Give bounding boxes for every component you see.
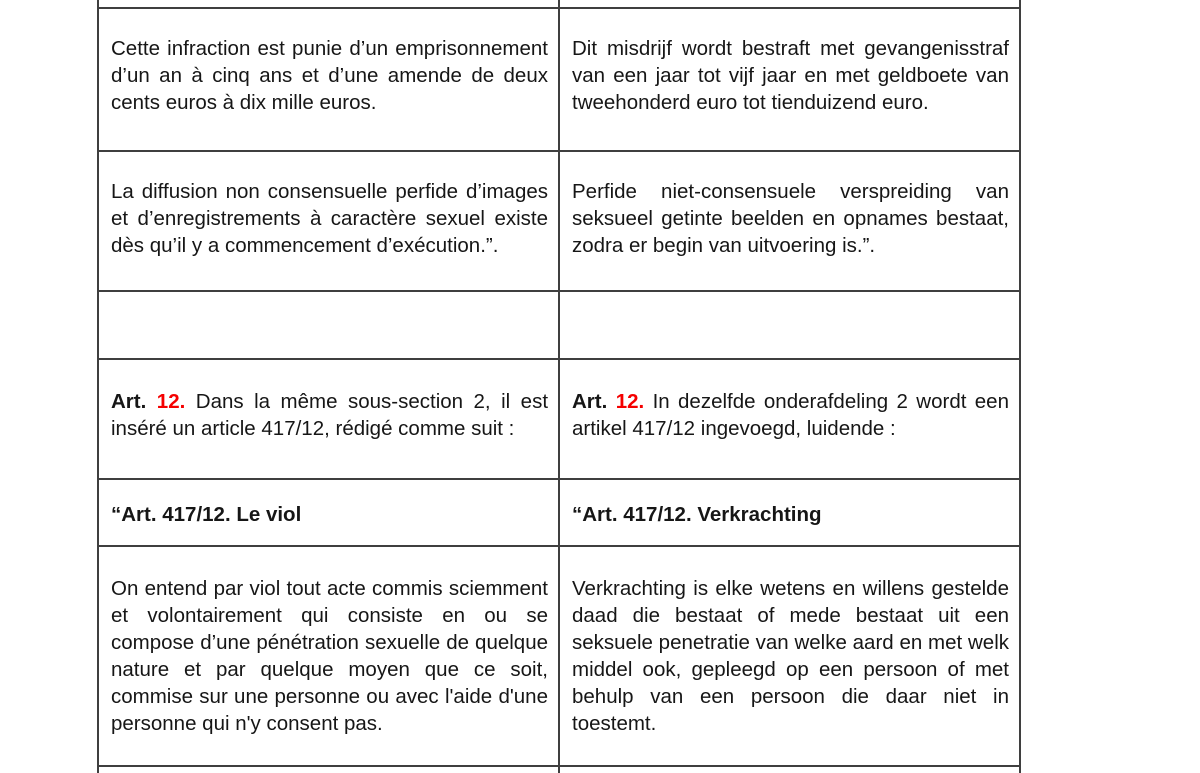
- paragraph-french: [111, 388, 548, 442]
- table-row-penalty: [99, 7, 1019, 150]
- article-text: In dezelfde onderafdeling 2 wordt een artikel 417/12 ingevoegd, luidende :: [572, 390, 1009, 440]
- bilingual-law-table: [97, 0, 1021, 773]
- article-number-red: 12.: [156, 390, 186, 413]
- table-row-definition: [99, 545, 1019, 765]
- cell-french: [99, 480, 558, 545]
- paragraph-french: On entend par viol tout acte commis sciemment et volontairement qui consiste en ou se compose d’une pénétration sexuelle de quelque nature et par quelque moyen que ce soit, commise sur une personne ou avec l'aide d'une personne qui n'y consent pas.: [111, 577, 548, 735]
- table-row-diffusion: [99, 150, 1019, 290]
- cell-dutch: [558, 480, 1019, 545]
- cell-french: [99, 0, 558, 7]
- paragraph-french: Cette infraction est punie d’un emprisonnement d’un an à cinq ans et d’une amende de deux cents euros à dix mille euros.: [111, 37, 548, 114]
- article-heading-dutch: “Art. 417/12. Verkrachting: [572, 503, 822, 526]
- cell-dutch: [558, 547, 1019, 765]
- paragraph-dutch: Verkrachting is elke wetens en willens gestelde daad die bestaat of mede bestaat uit een seksuele penetratie van welke aard en met welk middel ook, gepleegd op een persoon of met behulp van een persoon die daar niet in toestemt.: [572, 577, 1009, 735]
- cell-dutch: [558, 152, 1019, 290]
- cell-dutch: [558, 9, 1019, 150]
- paragraph-french: La diffusion non consensuelle perfide d’images et d’enregistrements à caractère sexuel existe dès qu’il y a commencement d’exécution.”.: [111, 180, 548, 257]
- table-row-article-12: [99, 358, 1019, 478]
- cell-french: [99, 767, 558, 773]
- table-row-empty: [99, 290, 1019, 358]
- paragraph-dutch: [572, 388, 1009, 442]
- table-row-partial-top: [99, 0, 1019, 7]
- article-label: Art.: [572, 390, 608, 413]
- cell-french: [99, 360, 558, 478]
- cell-dutch: [558, 767, 1019, 773]
- cell-french: [99, 9, 558, 150]
- paragraph-dutch: Dit misdrijf wordt bestraft met gevangenisstraf van een jaar tot vijf jaar en met geldboete van tweehonderd euro tot tienduizend euro.: [572, 37, 1009, 114]
- cell-french: [99, 547, 558, 765]
- article-text: Dans la même sous-section 2, il est inséré un article 417/12, rédigé comme suit :: [111, 390, 549, 440]
- paragraph-dutch: Perfide niet-consensuele verspreiding van seksueel getinte beelden en opnames bestaat, zodra er begin van uitvoering is.”.: [572, 180, 1009, 257]
- article-number-red: 12.: [615, 390, 645, 413]
- article-heading-french: “Art. 417/12. Le viol: [111, 503, 302, 526]
- table-row-article-heading: [99, 478, 1019, 545]
- cell-french: [99, 152, 558, 290]
- cell-dutch: [558, 360, 1019, 478]
- article-label: Art.: [111, 390, 147, 413]
- cell-dutch: [558, 292, 1019, 358]
- cell-dutch: [558, 0, 1019, 7]
- cell-french: [99, 292, 558, 358]
- table-row-partial-bottom: [99, 765, 1019, 773]
